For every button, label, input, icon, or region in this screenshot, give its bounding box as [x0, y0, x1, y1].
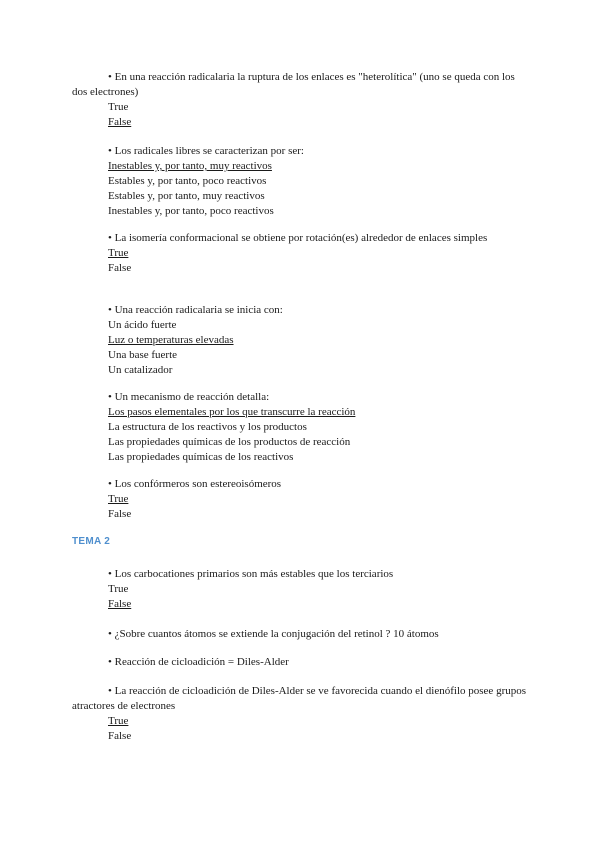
answer-option-correct: True	[108, 715, 129, 727]
statement-block	[72, 655, 532, 670]
answer-option-correct: Los pasos elementales por los que transcurre la reacción	[108, 406, 356, 418]
answer-option-correct: False	[108, 598, 132, 610]
answer-option-correct: Inestables y, por tanto, muy reactivos	[108, 160, 272, 172]
question-block	[72, 231, 532, 276]
question-stem: • Una reacción radicalaria se inicia con:	[108, 304, 283, 316]
answer-option-correct: False	[108, 116, 132, 128]
answer-option: Inestables y, por tanto, poco reactivos	[108, 205, 274, 217]
question-stem: • Un mecanismo de reacción detalla:	[108, 391, 270, 403]
answer-option: True	[108, 583, 129, 595]
answer-option: Estables y, por tanto, muy reactivos	[108, 190, 265, 202]
question-stem: • Los radicales libres se caracterizan por ser:	[108, 145, 304, 157]
section-heading: TEMA 2	[72, 536, 111, 547]
question-stem: • Los confórmeros son estereoisómeros	[108, 478, 282, 490]
answer-option: Las propiedades químicas de los productos de reacción	[108, 436, 351, 448]
answer-option-correct: True	[108, 247, 129, 259]
question-stem: • Los carbocationes primarios son más estables que los terciarios	[108, 568, 394, 580]
statement-text: • ¿Sobre cuantos átomos se extiende la conjugación del retinol ? 10 átomos	[108, 628, 439, 640]
answer-option-correct: Luz o temperaturas elevadas	[108, 334, 234, 346]
statement-text: • Reacción de cicloadición = Diles-Alder	[108, 656, 289, 668]
question-stem: • En una reacción radicalaria la ruptura de los enlaces es "heterolítica" (uno se queda con los dos electrones)	[72, 71, 515, 98]
answer-option: False	[108, 262, 132, 274]
question-block	[72, 477, 532, 522]
answer-option: Estables y, por tanto, poco reactivos	[108, 175, 267, 187]
question-block	[72, 70, 532, 130]
answer-option: False	[108, 508, 132, 520]
question-block	[72, 303, 532, 378]
question-stem: • La isomería conformacional se obtiene por rotación(es) alrededor de enlaces simples	[108, 232, 488, 244]
answer-option: Las propiedades químicas de los reactivos	[108, 451, 294, 463]
answer-option-correct: True	[108, 493, 129, 505]
question-block	[72, 144, 532, 219]
answer-option: True	[108, 101, 129, 113]
question-block	[72, 567, 532, 612]
statement-block	[72, 627, 532, 642]
answer-option: La estructura de los reactivos y los productos	[108, 421, 307, 433]
answer-option: Un catalizador	[108, 364, 173, 376]
answer-option: Una base fuerte	[108, 349, 178, 361]
question-block	[72, 390, 532, 465]
answer-option: False	[108, 730, 132, 742]
question-block	[72, 684, 532, 744]
answer-option: Un ácido fuerte	[108, 319, 177, 331]
question-stem: • La reacción de cicloadición de Diles-Alder se ve favorecida cuando el dienófilo posee grupos atractores de electrones	[72, 685, 527, 712]
